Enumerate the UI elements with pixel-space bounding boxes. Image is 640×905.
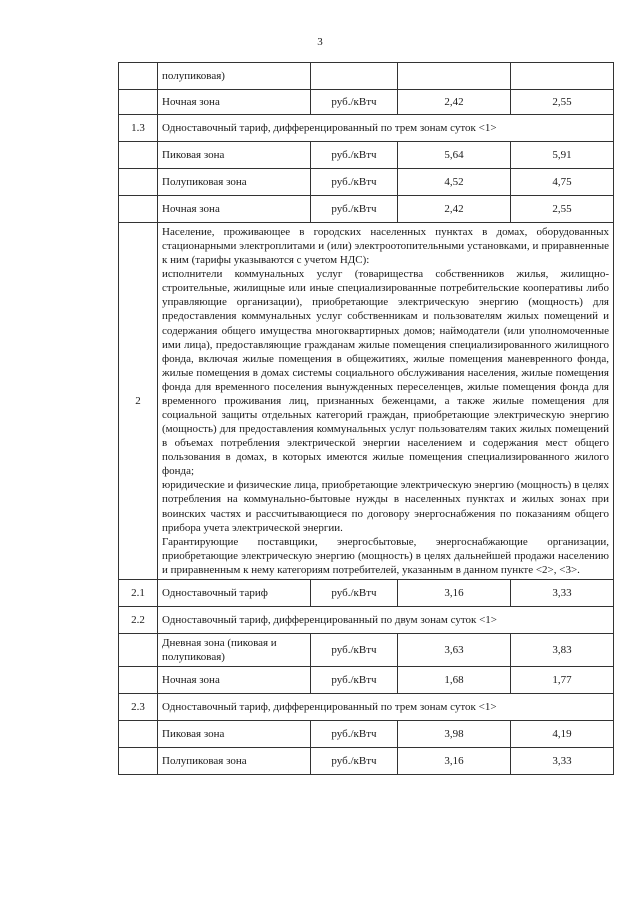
row-number-cell	[119, 63, 158, 90]
tariff-value-2-cell: 1,77	[511, 667, 614, 694]
table-row	[119, 169, 614, 196]
tariff-value-1-cell: 3,16	[398, 748, 511, 775]
tariff-value-2-cell: 4,19	[511, 721, 614, 748]
tariff-value-2-cell: 4,75	[511, 169, 614, 196]
zone-name-cell: Ночная зона	[158, 90, 311, 115]
row-number-cell: 2.2	[119, 606, 158, 633]
zone-name-cell: Полупиковая зона	[158, 169, 311, 196]
page-number: 3	[317, 36, 323, 48]
description-paragraph: Гарантирующие поставщики, энергосбытовые, энергоснабжающие организации, приобретающие электрическую энергию (мощность) в целях дальнейшей продажи населению и приравненным к нему категориям потребителей, указанным в данном пункте <2>, <3>.	[162, 535, 609, 576]
tariff-value-2-cell: 3,83	[511, 633, 614, 666]
row-number-cell: 2	[119, 223, 158, 580]
row-number-cell: 1.3	[119, 115, 158, 142]
row-number-cell	[119, 721, 158, 748]
zone-name-cell: Ночная зона	[158, 196, 311, 223]
row-number-cell	[119, 667, 158, 694]
zone-name-cell: полупиковая)	[158, 63, 311, 90]
tariff-value-1-cell	[398, 63, 511, 90]
unit-cell: руб./кВтч	[311, 142, 398, 169]
tariff-value-2-cell: 2,55	[511, 196, 614, 223]
zone-name-cell: Пиковая зона	[158, 142, 311, 169]
unit-cell: руб./кВтч	[311, 633, 398, 666]
table-row	[119, 748, 614, 775]
zone-name-cell: Одноставочный тариф	[158, 579, 311, 606]
table-row	[119, 633, 614, 666]
tariff-value-2-cell: 5,91	[511, 142, 614, 169]
tariff-value-2-cell	[511, 63, 614, 90]
row-number-cell	[119, 142, 158, 169]
table-row	[119, 223, 614, 580]
tariff-value-2-cell: 3,33	[511, 748, 614, 775]
unit-cell: руб./кВтч	[311, 721, 398, 748]
row-number-cell	[119, 748, 158, 775]
tariff-value-1-cell: 2,42	[398, 90, 511, 115]
zone-name-cell: Пиковая зона	[158, 721, 311, 748]
tariff-value-2-cell: 2,55	[511, 90, 614, 115]
tariff-type-header: Одноставочный тариф, дифференцированный по трем зонам суток <1>	[158, 115, 614, 142]
table-row	[119, 694, 614, 721]
tariff-value-1-cell: 5,64	[398, 142, 511, 169]
zone-name-cell: Полупиковая зона	[158, 748, 311, 775]
table-row	[119, 606, 614, 633]
tariff-value-2-cell: 3,33	[511, 579, 614, 606]
row-number-cell	[119, 169, 158, 196]
unit-cell: руб./кВтч	[311, 90, 398, 115]
description-paragraph: Население, проживающее в городских населенных пунктах в домах, оборудованных стационарными электроплитами и (или) электроотопительными установками, и приравненные к ним (тарифы указываются с учетом НДС):	[162, 226, 609, 267]
table-row	[119, 115, 614, 142]
unit-cell: руб./кВтч	[311, 196, 398, 223]
table-row	[119, 196, 614, 223]
tariff-value-1-cell: 2,42	[398, 196, 511, 223]
tariff-value-1-cell: 1,68	[398, 667, 511, 694]
tariff-value-1-cell: 3,63	[398, 633, 511, 666]
zone-name-cell: Дневная зона (пиковая и полупиковая)	[158, 633, 311, 666]
table-row	[119, 90, 614, 115]
unit-cell: руб./кВтч	[311, 169, 398, 196]
row-number-cell	[119, 196, 158, 223]
tariff-type-header: Одноставочный тариф, дифференцированный по трем зонам суток <1>	[158, 694, 614, 721]
consumer-category-description	[158, 223, 614, 580]
zone-name-cell: Ночная зона	[158, 667, 311, 694]
tariff-type-header: Одноставочный тариф, дифференцированный по двум зонам суток <1>	[158, 606, 614, 633]
tariff-value-1-cell: 3,98	[398, 721, 511, 748]
row-number-cell	[119, 90, 158, 115]
unit-cell	[311, 63, 398, 90]
table-row	[119, 721, 614, 748]
unit-cell: руб./кВтч	[311, 579, 398, 606]
table-row	[119, 667, 614, 694]
tariff-value-1-cell: 3,16	[398, 579, 511, 606]
row-number-cell: 2.1	[119, 579, 158, 606]
description-paragraph: исполнители коммунальных услуг (товарищества собственников жилья, жилищно-строительные, жилищные или иные специализированные потребительские кооперативы либо управляющие организации), приобретающие электрическую энергию (мощность) для предоставления коммунальных услуг собственникам и пользователям жилых помещений и содержания общего имущества многоквартирных домов; наймодатели (или уполномоченные ими лица), предоставляющие гражданам жилые помещения специализированного жилищного фонда, включая жилые помещения в общежитиях, жилые помещения маневренного фонда, жилые помещения в домах системы социального обслуживания населения, жилые помещения фонда для временного поселения вынужденных переселенцев, жилые помещения фонда для временного проживания лиц, признанных беженцами, а также жилые помещения для социальной защиты отдельных категорий граждан, приобретающие электрическую энергию (мощность) для предоставления коммунальных услуг пользователям таких жилых помещений в объемах потребления электрической энергии населением и содержания мест общего пользования в домах, в которых имеются жилые помещения специализированного жилого фонда;	[162, 268, 609, 478]
table-row	[119, 63, 614, 90]
description-paragraph: юридические и физические лица, приобретающие электрическую энергию (мощность) в целях потребления на коммунально-бытовые нужды в населенных пунктах и жилых зонах при воинских частях и рассчитывающиеся по договору энергоснабжения по показаниям общего прибора учета электрической энергии.	[162, 479, 609, 534]
unit-cell: руб./кВтч	[311, 667, 398, 694]
row-number-cell	[119, 633, 158, 666]
table-row	[119, 579, 614, 606]
table-row	[119, 142, 614, 169]
tariff-value-1-cell: 4,52	[398, 169, 511, 196]
row-number-cell: 2.3	[119, 694, 158, 721]
tariff-table	[118, 62, 614, 775]
unit-cell: руб./кВтч	[311, 748, 398, 775]
